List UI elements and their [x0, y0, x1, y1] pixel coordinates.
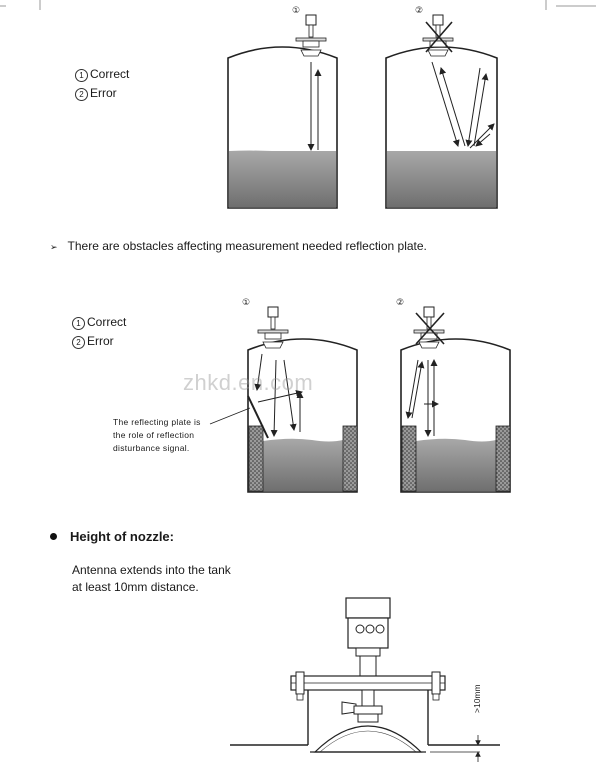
tank-correct-2 [248, 307, 357, 492]
legend-item-error [72, 332, 126, 351]
mark-2-circle-b: ② [396, 297, 405, 307]
watermark: zhkd.en.com [183, 370, 314, 395]
nozzle-description [72, 562, 231, 596]
nozzle-diagram [230, 598, 500, 762]
reflecting-plate-label [113, 416, 201, 455]
dimension-label: >10mm [472, 684, 482, 713]
label-line: the role of reflection [113, 430, 195, 440]
nozzle-title: Height of nozzle: [70, 529, 174, 544]
tank-error-2 [401, 307, 510, 492]
note-text: There are obstacles affecting measurement needed reflection plate. [67, 239, 427, 253]
mark-1-circle-b: ① [242, 297, 251, 307]
tank-correct-1 [228, 15, 337, 208]
mark-2-circle: ② [415, 5, 424, 15]
legend-section-2 [72, 313, 126, 351]
legend-item-correct [72, 313, 126, 332]
label-line: The reflecting plate is [113, 417, 201, 427]
label-line: disturbance signal. [113, 443, 190, 453]
legend-num: 1 [75, 69, 88, 82]
legend-num: 1 [72, 317, 85, 330]
tank-error-1 [386, 15, 497, 208]
nozzle-heading [50, 528, 174, 546]
note-line [50, 239, 427, 253]
legend-item-correct [75, 65, 129, 84]
legend-section-1 [75, 65, 129, 103]
legend-text: Error [90, 86, 117, 100]
desc-line: Antenna extends into the tank [72, 563, 231, 577]
arrow-bullet-icon: ➢ [50, 242, 58, 252]
legend-item-error [75, 84, 129, 103]
legend-text: Error [87, 334, 114, 348]
bullet-dot-icon [50, 533, 57, 540]
desc-line: at least 10mm distance. [72, 580, 199, 594]
mark-1-circle: ① [292, 5, 301, 15]
legend-num: 2 [72, 336, 85, 349]
legend-num: 2 [75, 88, 88, 101]
legend-text: Correct [87, 315, 127, 329]
legend-text: Correct [90, 67, 130, 81]
